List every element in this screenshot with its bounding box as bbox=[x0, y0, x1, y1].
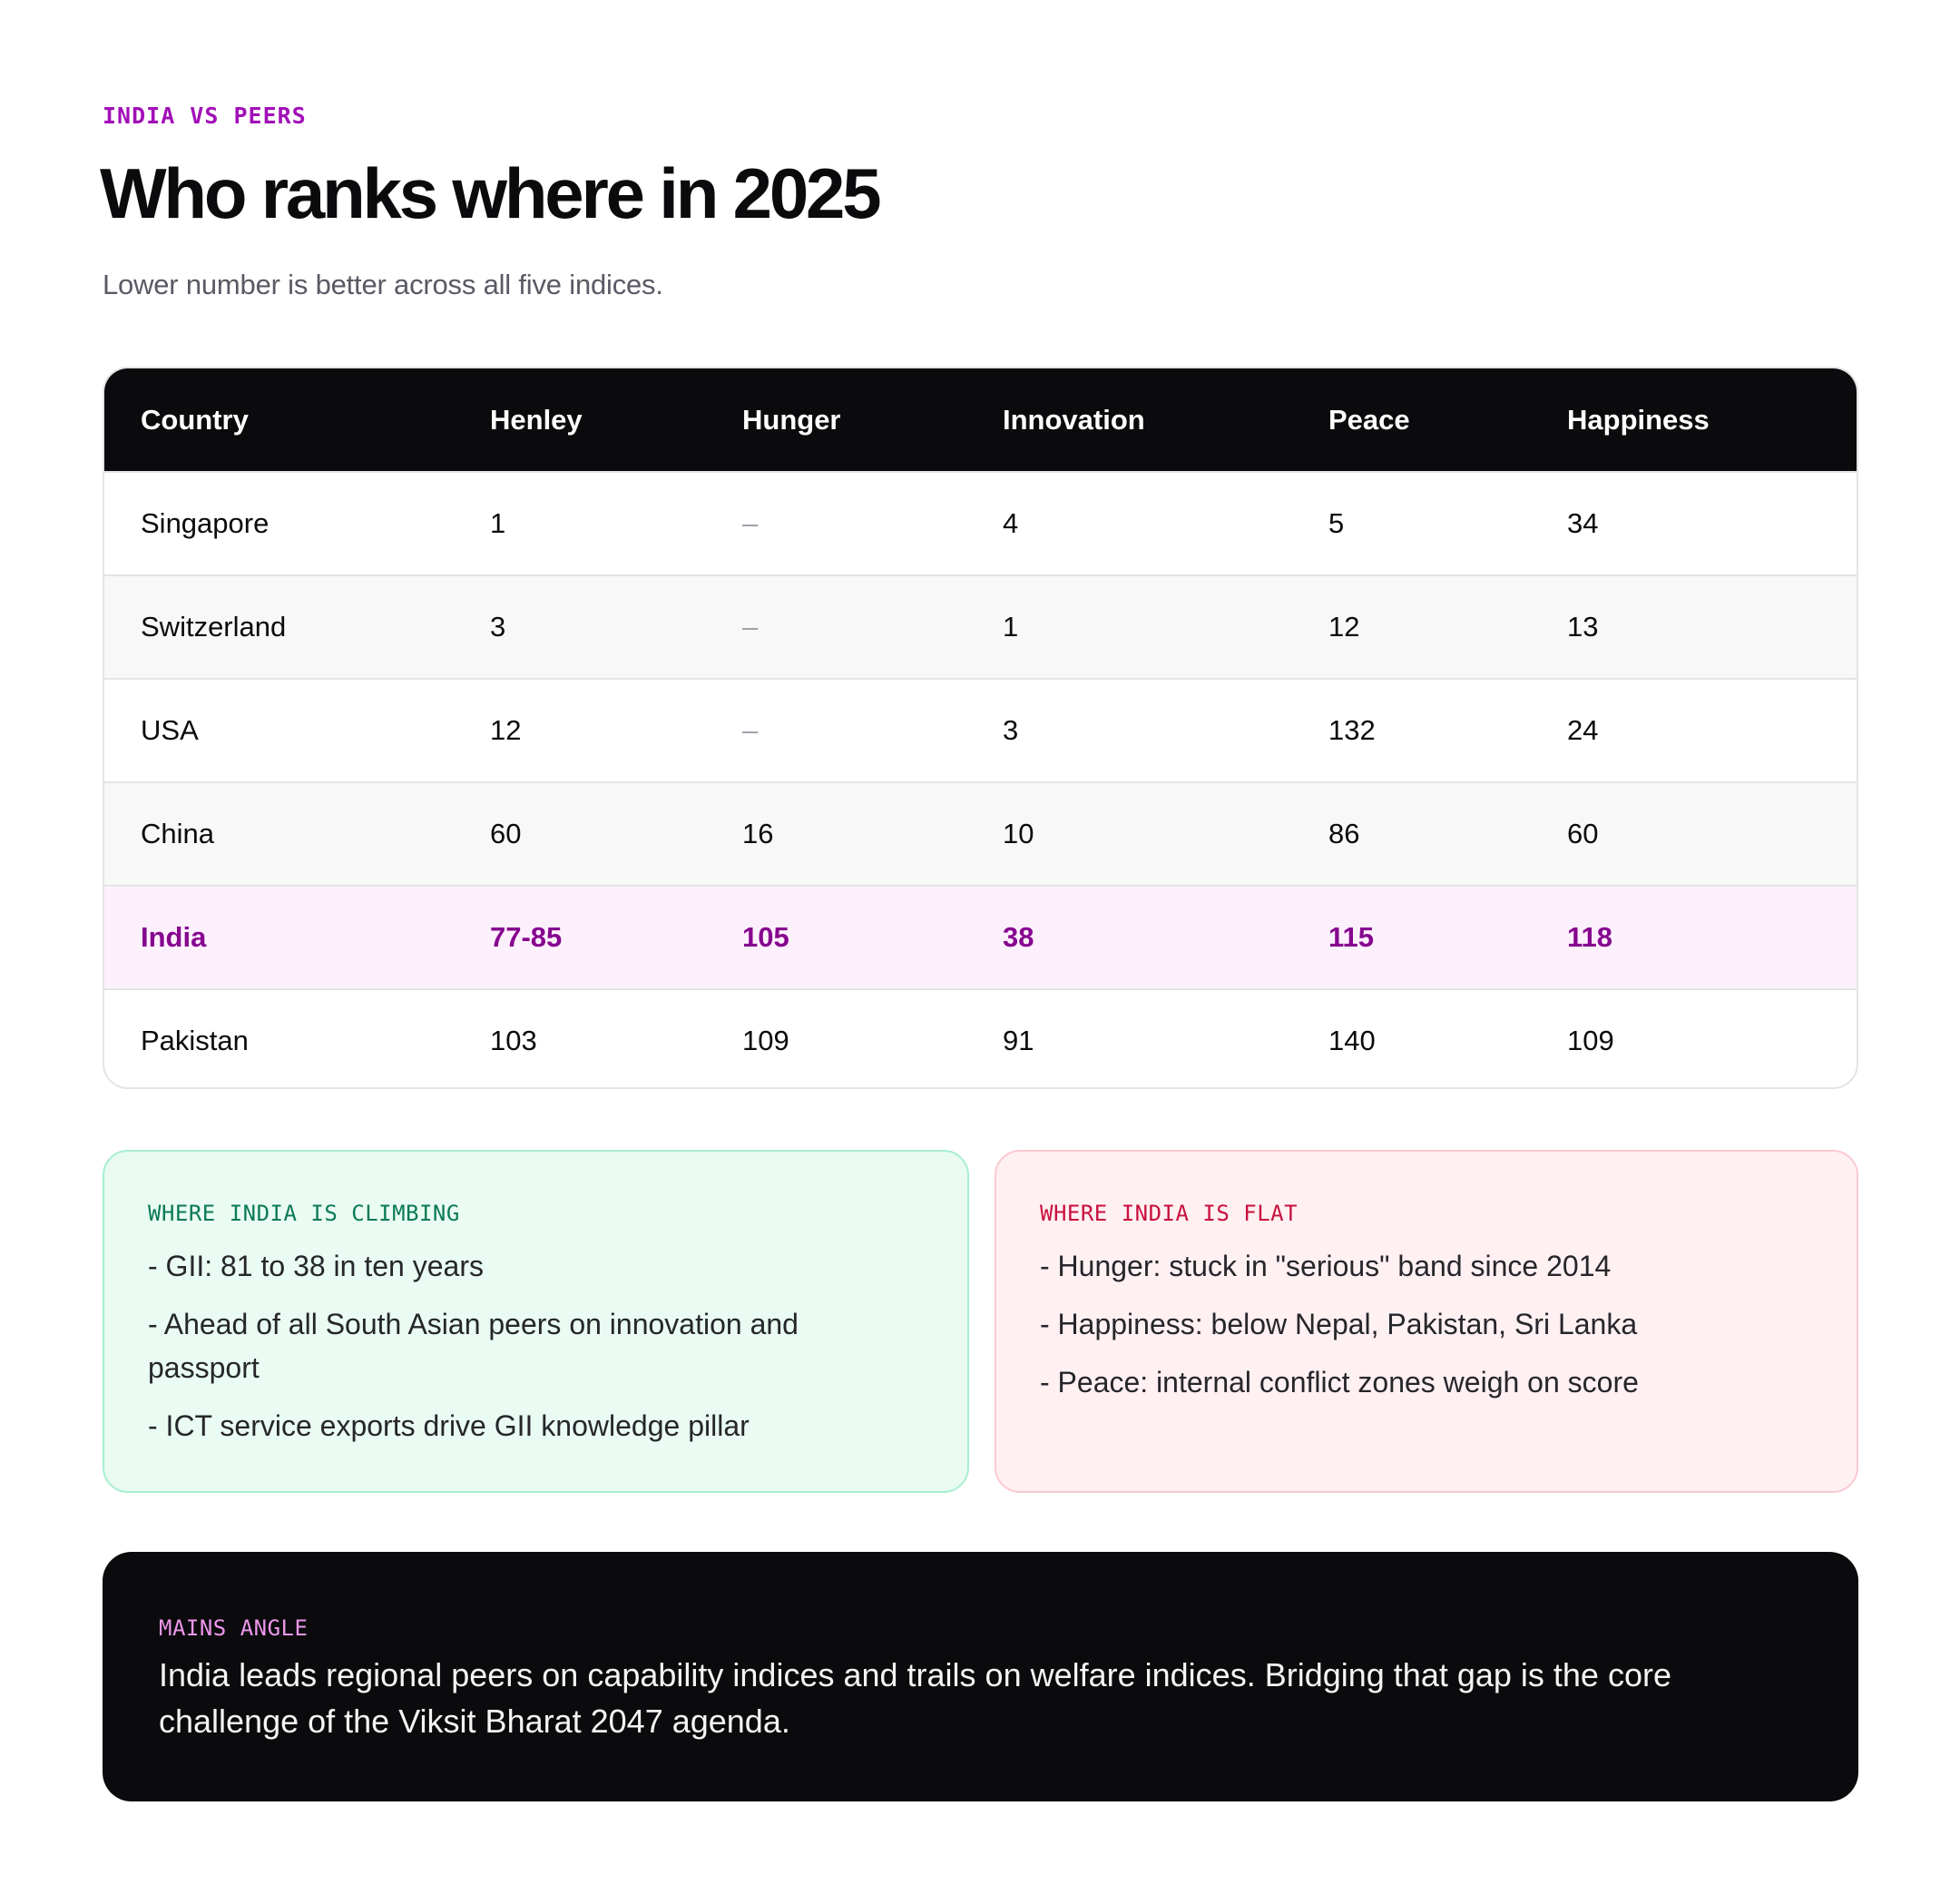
cell-henley: 103 bbox=[490, 1025, 537, 1056]
cell-happiness: 34 bbox=[1567, 507, 1599, 539]
cell-innovation: 1 bbox=[1003, 611, 1019, 643]
cell-henley: 1 bbox=[490, 507, 506, 539]
cell-peace: 5 bbox=[1328, 507, 1345, 539]
page-subtitle: Lower number is better across all five indices. bbox=[103, 269, 663, 300]
cell-innovation: 3 bbox=[1003, 714, 1019, 746]
cell-happiness: 24 bbox=[1567, 714, 1599, 746]
cell-henley: 12 bbox=[490, 714, 522, 746]
cell-country: Singapore bbox=[141, 507, 270, 539]
column-header-peace: Peace bbox=[1328, 403, 1410, 436]
list-item: - Happiness: below Nepal, Pakistan, Sri Lanka bbox=[1040, 1308, 1638, 1340]
cell-country: Switzerland bbox=[141, 611, 287, 643]
list-item: - Hunger: stuck in "serious" band since 2014 bbox=[1040, 1250, 1612, 1282]
table-row bbox=[104, 988, 1857, 1089]
cell-happiness: 13 bbox=[1567, 611, 1599, 643]
cell-peace: 86 bbox=[1328, 818, 1360, 849]
cell-happiness: 109 bbox=[1567, 1025, 1614, 1056]
cell-hunger: 16 bbox=[742, 818, 774, 849]
cell-country: China bbox=[141, 818, 214, 849]
list-item: - Ahead of all South Asian peers on innovation and passport bbox=[148, 1308, 799, 1384]
cell-peace: 132 bbox=[1328, 714, 1376, 746]
table-row bbox=[104, 678, 1857, 781]
cell-henley: 77-85 bbox=[490, 921, 563, 953]
flat-list bbox=[1040, 1244, 1813, 1404]
table-header-row bbox=[104, 368, 1857, 471]
rankings-table bbox=[103, 367, 1858, 1089]
cell-peace: 115 bbox=[1328, 921, 1375, 953]
table-row bbox=[104, 781, 1857, 885]
cell-innovation: 91 bbox=[1003, 1025, 1034, 1056]
page-title: Who ranks where in 2025 bbox=[100, 153, 879, 233]
column-header-happiness: Happiness bbox=[1567, 403, 1710, 436]
cell-peace: 12 bbox=[1328, 611, 1360, 643]
cell-happiness: 60 bbox=[1567, 818, 1599, 849]
climbing-card-label: WHERE INDIA IS CLIMBING bbox=[148, 1201, 460, 1226]
table-row-india-highlighted bbox=[104, 885, 1857, 988]
cell-country: India bbox=[141, 921, 207, 953]
cell-hunger: 109 bbox=[742, 1025, 789, 1056]
cell-peace: 140 bbox=[1328, 1025, 1376, 1056]
column-header-hunger: Hunger bbox=[742, 403, 841, 436]
cell-happiness: 118 bbox=[1567, 921, 1613, 953]
mains-angle-callout bbox=[103, 1552, 1858, 1801]
cell-hunger: – bbox=[742, 714, 759, 746]
cell-innovation: 4 bbox=[1003, 507, 1019, 539]
list-item: - Peace: internal conflict zones weigh on score bbox=[1040, 1366, 1639, 1399]
flat-card-label: WHERE INDIA IS FLAT bbox=[1040, 1201, 1298, 1226]
flat-card bbox=[995, 1150, 1858, 1493]
column-header-henley: Henley bbox=[490, 403, 583, 436]
climbing-list bbox=[148, 1244, 924, 1448]
column-header-innovation: Innovation bbox=[1003, 403, 1145, 436]
list-item: - ICT service exports drive GII knowledge pillar bbox=[148, 1409, 750, 1442]
list-item: - GII: 81 to 38 in ten years bbox=[148, 1250, 484, 1282]
cell-country: Pakistan bbox=[141, 1025, 249, 1056]
eyebrow-label: INDIA VS PEERS bbox=[103, 103, 307, 129]
mains-angle-label: MAINS ANGLE bbox=[159, 1615, 309, 1641]
cell-henley: 60 bbox=[490, 818, 522, 849]
cell-country: USA bbox=[141, 714, 199, 746]
cell-hunger: – bbox=[742, 611, 759, 643]
mains-angle-text: India leads regional peers on capability indices and trails on welfare indices. Bridging that gap is the core challenge of the Viksit Bharat 2047 agenda. bbox=[159, 1656, 1671, 1740]
cell-hunger: – bbox=[742, 507, 759, 539]
climbing-card bbox=[103, 1150, 969, 1493]
cell-hunger: 105 bbox=[742, 921, 789, 953]
cell-innovation: 10 bbox=[1003, 818, 1034, 849]
table-row bbox=[104, 471, 1857, 574]
cell-henley: 3 bbox=[490, 611, 506, 643]
cell-innovation: 38 bbox=[1003, 921, 1034, 953]
column-header-country: Country bbox=[141, 403, 249, 436]
table-row bbox=[104, 574, 1857, 678]
